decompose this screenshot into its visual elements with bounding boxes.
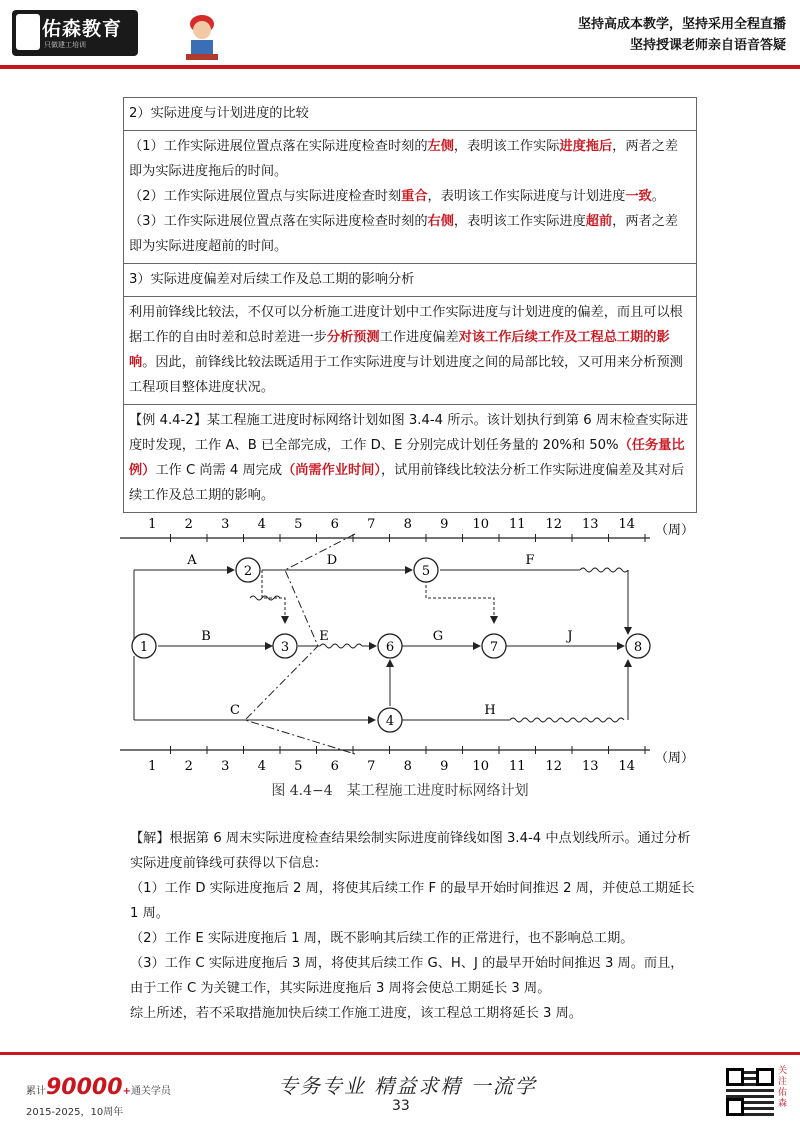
solution-point-2: （2）工作 E 实际进度拖后 1 周，既不影响其后续工作的正常进行，也不影响总工期。 xyxy=(130,931,634,946)
qr-corner xyxy=(726,1098,744,1116)
axis-tick-label: 2 xyxy=(184,517,193,532)
axis-tick-label: 3 xyxy=(221,517,230,532)
axis-tick-label: 3 xyxy=(221,759,230,774)
axis-tick-label: 6 xyxy=(330,759,339,774)
activity-label: J xyxy=(567,629,573,644)
activity-label: F xyxy=(525,553,535,568)
node-label: 7 xyxy=(489,640,499,655)
activity-label: D xyxy=(326,553,338,568)
calligraphy-motto: 专务专业 精益求精 一流学 xyxy=(278,1074,537,1098)
node-label: 8 xyxy=(633,640,643,655)
qr-caption: 关注佑森 xyxy=(778,1066,788,1109)
axis-unit-bottom: （周） xyxy=(655,751,695,766)
logo-text: 佑森教育 xyxy=(42,18,123,40)
node-label: 6 xyxy=(385,640,395,655)
axis-tick-label: 11 xyxy=(508,759,526,774)
section2-body xyxy=(124,131,696,264)
section2-title: 2）实际进度与计划进度的比较 xyxy=(124,98,696,131)
comparison-item-2: （2）工作实际进展位置点与实际进度检查时刻重合，表明该工作实际进度与计划进度一致。 xyxy=(129,189,665,204)
section3-title: 3）实际进度偏差对后续工作及总工期的影响分析 xyxy=(124,264,696,297)
comparison-item-3: （3）工作实际进展位置点落在实际进度检查时刻的右侧，表明该工作实际进度超前，两者之差即为实际进度超前的时间。 xyxy=(129,214,679,254)
axis-tick-label: 5 xyxy=(294,759,303,774)
axis-tick-label: 12 xyxy=(545,759,563,774)
slogan-line-2: 坚持授课老师亲自语音答疑 xyxy=(629,38,786,53)
qr-corner xyxy=(756,1068,774,1086)
axis-tick-label: 10 xyxy=(472,517,490,532)
mascot-icon xyxy=(182,10,222,62)
node-label: 5 xyxy=(421,564,431,579)
content-table xyxy=(123,97,697,513)
example-body: 【例 4.4-2】某工程施工进度时标网络计划如图 3.4-4 所示。该计划执行到第 6 周末检查实际进度时发现，工作 A、B 已全部完成，工作 D、E 分别完成计划任务量的 20%和 50%（任务量比例）工作 C 尚需 4 周完成（尚需作业时间），试用前锋线比较法分析工作实际进度偏差及其对后续工作及总工期的影响。 xyxy=(129,413,689,503)
student-count: 累计90000+通关学员 xyxy=(26,1075,171,1100)
axis-tick-label: 10 xyxy=(472,759,490,774)
qr-corner xyxy=(726,1068,744,1086)
axis-tick-label: 14 xyxy=(618,517,636,532)
logo-subtitle: 只做建工培训 xyxy=(44,41,86,49)
header-divider xyxy=(0,65,800,69)
activity-label: H xyxy=(484,703,496,718)
node-label: 4 xyxy=(385,714,395,729)
axis-tick-label: 14 xyxy=(618,759,636,774)
section3-body: 利用前锋线比较法，不仅可以分析施工进度计划中工作实际进度与计划进度的偏差，而且可以根据工作的自由时差和总时差进一步分析预测工作进度偏差对该工作后续工作及工程总工期的影响。因此，前锋线比较法既适用于工作实际进度与计划进度之间的局部比较，又可用来分析预测工程项目整体进度状况。 xyxy=(124,297,696,405)
node-label: 3 xyxy=(280,640,290,655)
axis-tick-label: 12 xyxy=(545,517,563,532)
axis-tick-label: 1 xyxy=(148,759,157,774)
node-label: 1 xyxy=(139,640,149,655)
comparison-item-1: （1）工作实际进展位置点落在实际进度检查时刻的左侧，表明该工作实际进度拖后，两者之差即为实际进度拖后的时间。 xyxy=(129,139,679,179)
logo-mark-icon xyxy=(16,14,40,50)
activity-label: E xyxy=(319,629,329,644)
slogan-line-1: 坚持高成本教学，坚持采用全程直播 xyxy=(577,17,786,32)
network-diagram xyxy=(120,510,695,810)
node-label: 2 xyxy=(243,564,253,579)
solution-point-1: （1）工作 D 实际进度拖后 2 周，将使其后续工作 F 的最早开始时间推迟 2 周，并使总工期延长 1 周。 xyxy=(130,881,695,921)
anniversary-years: 2015-2025，10周年 xyxy=(26,1107,124,1118)
activity-label: A xyxy=(187,553,197,568)
axis-tick-label: 13 xyxy=(581,517,599,532)
axis-unit-top: （周） xyxy=(655,523,695,538)
axis-tick-label: 4 xyxy=(257,517,266,532)
solution-block xyxy=(130,826,695,1026)
axis-tick-label: 7 xyxy=(367,759,376,774)
axis-tick-label: 9 xyxy=(440,759,449,774)
axis-tick-label: 2 xyxy=(184,759,193,774)
axis-tick-label: 1 xyxy=(148,517,157,532)
solution-intro: 【解】根据第 6 周末实际进度检查结果绘制实际进度前锋线如图 3.4-4 中点划线所示。通过分析实际进度前锋线可获得以下信息: xyxy=(130,831,691,871)
activity-label: C xyxy=(230,703,240,718)
page-number: 33 xyxy=(392,1098,410,1114)
axis-tick-label: 8 xyxy=(403,759,412,774)
axis-tick-label: 11 xyxy=(508,517,526,532)
activity-label: G xyxy=(432,629,444,644)
axis-tick-label: 7 xyxy=(367,517,376,532)
footer-divider xyxy=(0,1052,800,1055)
solution-point-3: （3）工作 C 实际进度拖后 3 周，将使其后续工作 G、H、J 的最早开始时间推迟 3 周。而且，由于工作 C 为关键工作，其实际进度拖后 3 周将会使总工期延长 3 周。 xyxy=(130,956,684,996)
figure-caption: 图 4.4−4 某工程施工进度时标网络计划 xyxy=(271,783,529,799)
axis-tick-label: 5 xyxy=(294,517,303,532)
axis-tick-label: 13 xyxy=(581,759,599,774)
axis-tick-label: 8 xyxy=(403,517,412,532)
axis-tick-label: 9 xyxy=(440,517,449,532)
axis-tick-label: 4 xyxy=(257,759,266,774)
axis-tick-label: 6 xyxy=(330,517,339,532)
activity-label: B xyxy=(201,629,211,644)
solution-conclusion: 综上所述，若不采取措施加快后续工作施工进度，该工程总工期将延长 3 周。 xyxy=(130,1006,582,1021)
